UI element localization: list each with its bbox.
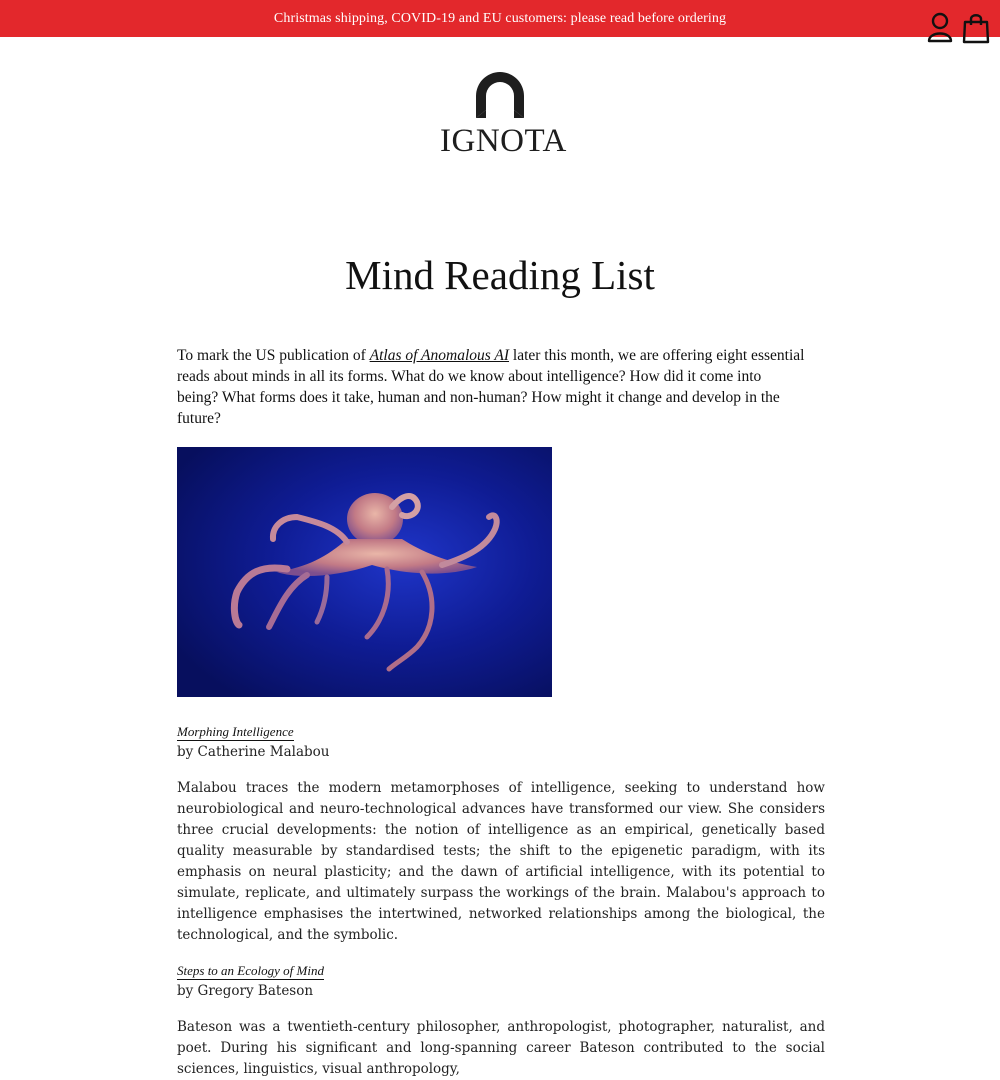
intro-before: To mark the US publication of [177,347,370,364]
announcement-bar[interactable] [0,0,1000,37]
book-title [177,960,825,981]
page-title: Mind Reading List [345,252,655,298]
intro-paragraph [177,345,805,429]
header-icons [926,12,990,44]
logo-mark-icon [470,66,530,122]
book-author: by Catherine Malabou [177,744,330,760]
book-author: by Gregory Bateson [177,983,314,999]
octopus-image [177,447,552,697]
book-description: Bateson was a twentieth-century philosopher, anthropologist, photographer, naturalist, and poet. During his significant and long-spanning career Bateson contributed to the social sciences, linguistics, visual anthropology, [177,1019,825,1077]
account-icon[interactable] [926,12,954,44]
site-logo[interactable] [440,66,567,160]
cart-icon[interactable] [962,12,990,44]
atlas-book-link[interactable]: Atlas of Anomalous AI [369,347,510,364]
brand-name: IGNOTA [440,123,567,159]
announcement-text[interactable]: Christmas shipping, COVID-19 and EU customers: please read before ordering [273,11,727,26]
book-title-link[interactable]: Morphing Intelligence [177,724,294,739]
intro-after: later this month, we are offering eight essential reads about minds in all its forms. What do we know about intelligence? How did it come into being? What forms does it take, human and non-human? How might it change and develop in the future? [177,347,805,427]
article-content [177,345,825,1080]
book-title-link[interactable]: Steps to an Ecology of Mind [177,963,324,978]
book-entry [177,960,825,1080]
book-title [177,721,825,742]
book-description: Malabou traces the modern metamorphoses of intelligence, seeking to understand how neurobiological and neuro-technological advances have transformed our view. She considers three crucial developments: the notion of intelligence as an empirical, genetically based quality measurable by standardised tests; the shift to the epigenetic paradigm, with its emphasis on neural plasticity; and the dawn of artificial intelligence, with its potential to simulate, replicate, and ultimately surpass the workings of the brain. Malabou's approach to intelligence emphasises the intertwined, networked relationships among the biological, the technological, and the symbolic. [177,780,825,943]
book-entry [177,721,825,946]
